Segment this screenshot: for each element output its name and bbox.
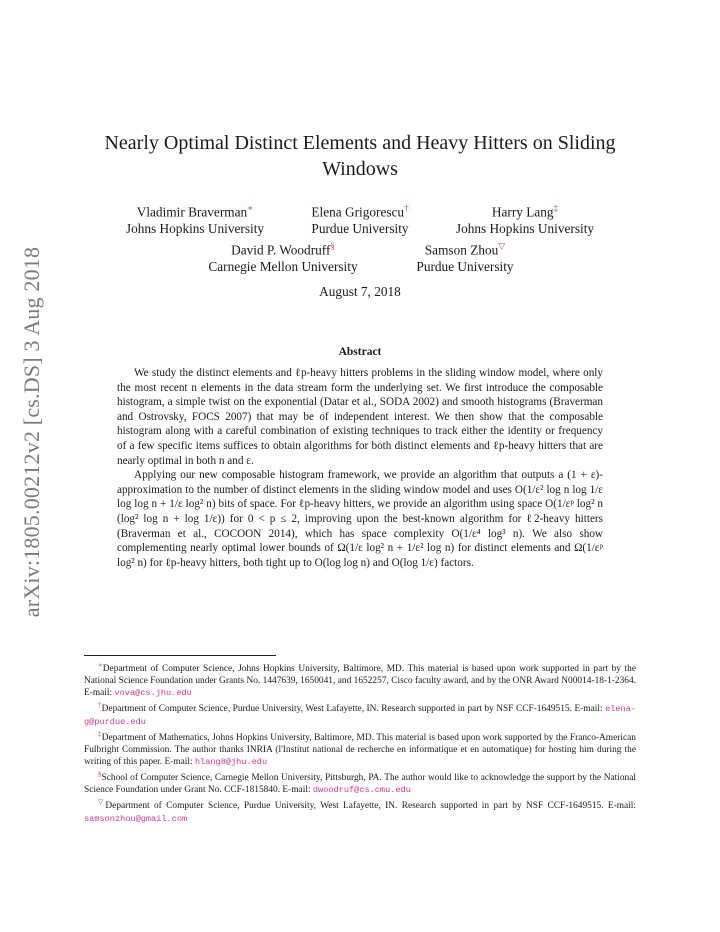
author-block (105, 200, 285, 237)
author-affiliation: Johns Hopkins University (455, 221, 595, 237)
footnote-mark: ▽ (98, 798, 106, 807)
author-block (188, 238, 378, 275)
abstract-paragraph: Applying our new composable histogram framework, we provide an algorithm that outputs a (1 + ε)-approximation to the number of distinct elements in the sliding window model and uses O(1/ε² log n log 1/ε log log n + 1/ε log² n) bits of space. For ℓp-heavy hitters, we provide an algorithm using space O(1/εᵖ log² n (log² log n + log 1/ε)) for 0 < p ≤ 2, improving upon the best-known algorithm for ℓ2-heavy hitters (Braverman et al., COCOON 2014), which has space complexity O(1/ε⁴ log³ n). We also show complementing nearly optimal lower bounds of Ω(1/ε log² n + 1/ε² log n) for distinct elements and Ω(1/εᵖ log² n) for ℓp-heavy hitters, both tight up to O(log log n) and O(log 1/ε) factors. (117, 469, 603, 569)
email-link[interactable]: samsonzhou@gmail.com (84, 813, 188, 824)
footnote-text: Department of Mathematics, Johns Hopkins University, Baltimore, MD. This material is based upon work supported by the Franco-American Fulbright Commission. The author thanks INRIA (l'Institut national de recherche en informatique et en automatique) for hosting him during the writing of this paper. E-mail: (84, 732, 636, 768)
footnotes (84, 659, 636, 825)
paper-title: Nearly Optimal Distinct Elements and Heavy Hitters on Sliding Windows (104, 132, 616, 180)
footnote-mark: ‡ (553, 203, 559, 213)
author-name: Elena Grigorescu (311, 204, 405, 220)
footnote-text: Department of Computer Science, Johns Hopkins University, Baltimore, MD. This material is based upon work supported in part by the National Science Foundation under Grants No. 1447639, 1650041, and 1652257, Cisco faculty award, and by the ONR Award N00014-18-1-2364. E-mail: (84, 664, 636, 699)
footnote-mark: ∗ (98, 661, 103, 669)
author-affiliation: Purdue University (311, 221, 409, 237)
footnote-mark: § (330, 241, 335, 251)
author-block (440, 200, 610, 237)
email-link[interactable]: vova@cs.jhu.edu (114, 688, 192, 699)
email-link[interactable]: hlang8@jhu.edu (194, 757, 268, 768)
footnote-mark: † (404, 203, 409, 213)
footnote-text: Department of Computer Science, Purdue University, West Lafayette, IN. Research supported in part by NSF CCF-1649515. E-mail: (105, 801, 636, 812)
footnote-text: Department of Computer Science, Purdue University, West Lafayette, IN. Research supported in part by NSF CCF-1649515. E-mail: (101, 704, 606, 715)
author-name: Harry Lang (491, 204, 554, 220)
abstract-body (117, 366, 603, 570)
author-affiliation: Carnegie Mellon University (208, 259, 358, 275)
paper-date: August 7, 2018 (319, 284, 401, 299)
footnote (84, 768, 636, 796)
footnote (84, 728, 636, 768)
author-affiliation: Purdue University (416, 259, 514, 275)
author-block (395, 238, 535, 275)
footnote (84, 796, 636, 824)
arxiv-identifier: arXiv:1805.00212v2 [cs.DS] 3 Aug 2018 (19, 246, 44, 618)
footnote (84, 659, 636, 699)
footnote-mark: ∗ (247, 203, 254, 213)
author-name: Samson Zhou (424, 242, 499, 258)
email-link[interactable]: dwoodruf@cs.cmu.edu (312, 785, 411, 796)
author-name: David P. Woodruff (231, 242, 331, 258)
footnote-text: School of Computer Science, Carnegie Mellon University, Pittsburgh, PA. The author would like to acknowledge the support by the National Science Foundation under Grant No. CCF-1815840. E-mail: (84, 773, 636, 796)
author-name: Vladimir Braverman (136, 204, 248, 220)
footnote (84, 699, 636, 727)
author-block (290, 200, 430, 237)
abstract-heading: Abstract (338, 346, 382, 358)
author-affiliation: Johns Hopkins University (125, 221, 265, 237)
footnote-rule (84, 655, 276, 656)
email-link[interactable]: elena-g@purdue.edu (84, 704, 637, 727)
footnote-mark: ‡ (98, 729, 102, 738)
footnote-mark: ▽ (498, 241, 506, 251)
footnote-mark: § (98, 770, 102, 779)
abstract-paragraph: We study the distinct elements and ℓp-heavy hitters problems in the sliding window model, where only the most recent n elements in the data stream form the underlying set. We first introduce the composable histogram, a simple twist on the exponential (Datar et al., SODA 2002) and smooth histograms (Braverman and Ostrovsky, FOCS 2007) that may be of independent interest. We then show that the composable histogram along with a careful combination of existing techniques to track either the identity or frequency of a few specific items suffices to obtain algorithms for both distinct elements and ℓp-heavy hitters that are nearly optimal in both n and ε. (117, 367, 603, 467)
footnote-mark: † (98, 701, 102, 710)
